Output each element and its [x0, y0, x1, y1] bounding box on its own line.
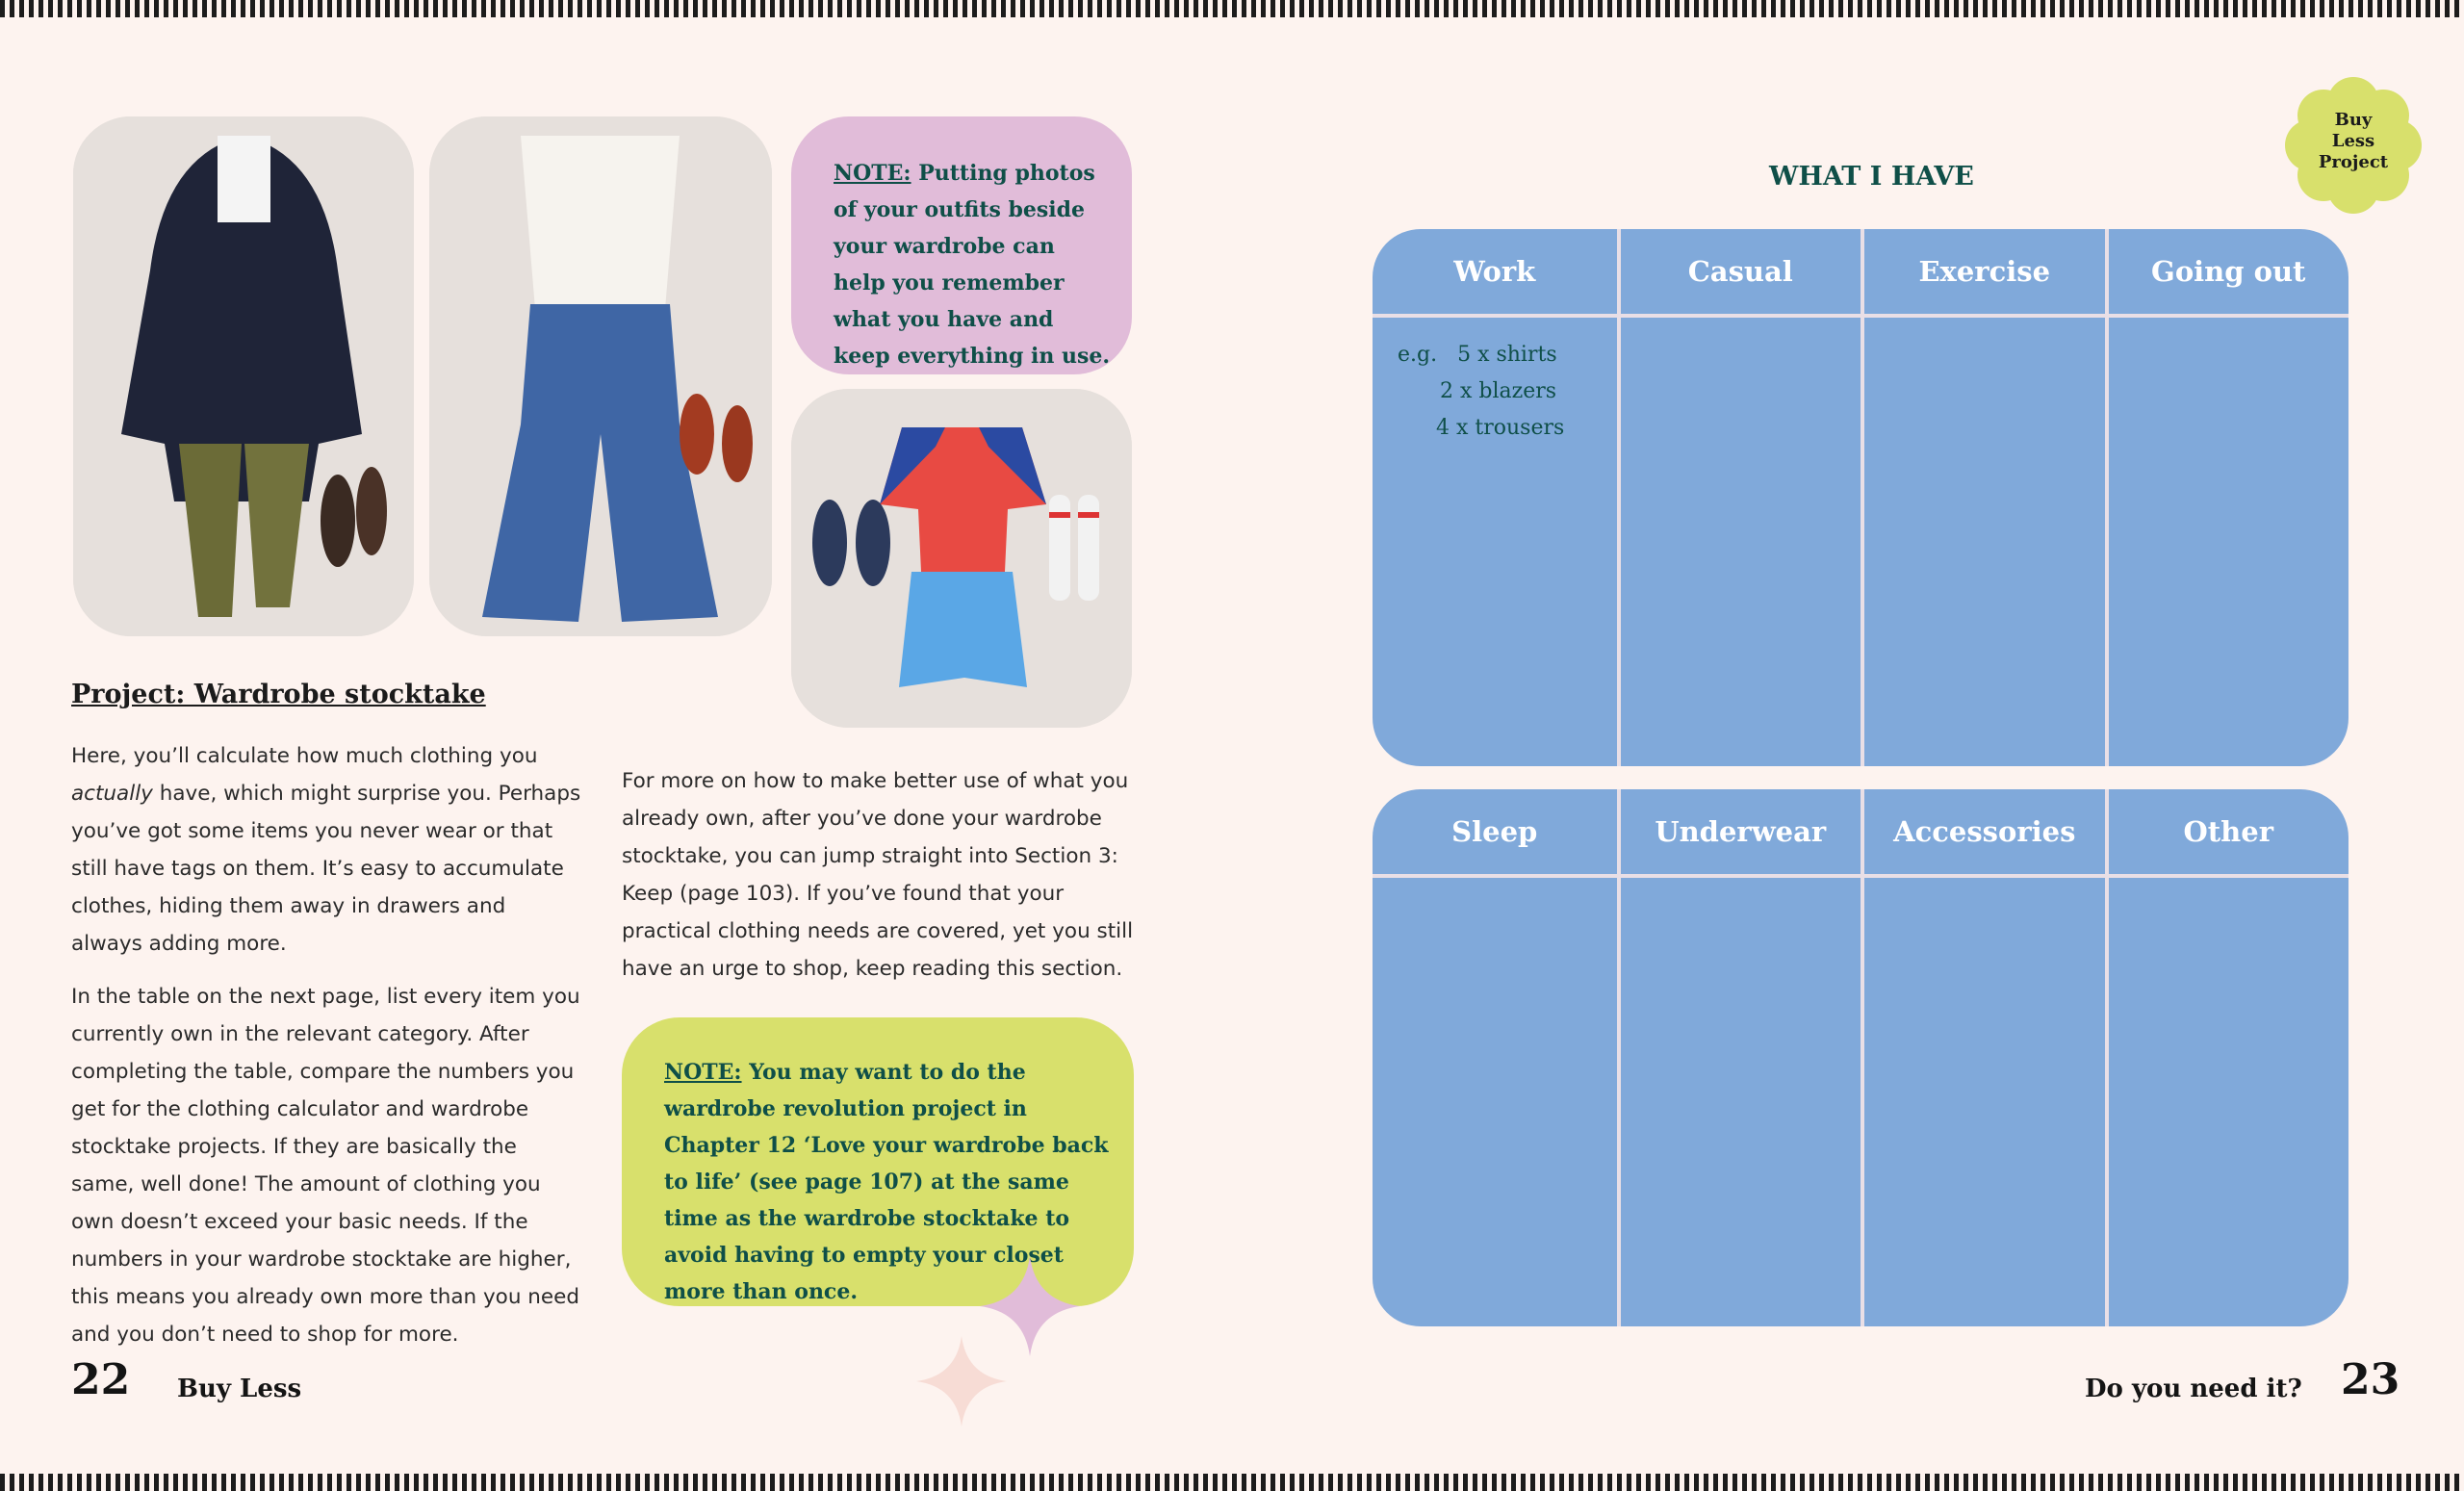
column-header-other: Other: [2105, 789, 2349, 878]
column-header-casual: Casual: [1617, 229, 1861, 318]
column-header-sleep: Sleep: [1373, 789, 1617, 878]
project-title: Project: Wardrobe stocktake: [71, 680, 486, 709]
underwear-cell[interactable]: [1617, 878, 1861, 1326]
going-out-cell[interactable]: [2105, 318, 2349, 766]
column-header-accessories: Accessories: [1861, 789, 2105, 878]
stocktake-table-2: [1373, 789, 2348, 1326]
column-header-going-out: Going out: [2105, 229, 2349, 318]
note-text: Putting photos of your outfits beside your wardrobe can help you remember what you have and keep everything in use.: [834, 161, 1111, 369]
badge-line-2: Less: [2331, 131, 2375, 151]
example-prefix: e.g.: [1398, 343, 1438, 367]
badge-line-3: Project: [2318, 152, 2389, 172]
body-column-2: [622, 762, 1142, 1003]
other-cell[interactable]: [2105, 878, 2349, 1326]
outfit-photo-sports: [791, 389, 1132, 728]
sparkle-peach-icon: [916, 1336, 1007, 1427]
running-title-right: Do you need it?: [2085, 1375, 2302, 1403]
bottom-border-stripe: [0, 1474, 2464, 1491]
note-photos-tip: [791, 116, 1132, 374]
outfit-photo-coat: [73, 116, 414, 636]
work-cell[interactable]: [1373, 318, 1617, 766]
outfit-photo-jeans: [429, 116, 772, 636]
accessories-cell[interactable]: [1861, 878, 2105, 1326]
page-number-right: 23: [2341, 1355, 2400, 1404]
column-header-underwear: Underwear: [1617, 789, 1861, 878]
paragraph-intro: Here, you’ll calculate how much clothing you actually have, which might surprise you. Perhaps you’ve got some items you never wear or that still have tags on them. It’s easy to accumulate clothes, hiding them away in drawers and always adding more.: [71, 744, 581, 956]
sleep-cell[interactable]: [1373, 878, 1617, 1326]
example-line-3: 4 x trousers: [1436, 416, 1565, 440]
top-border-stripe: [0, 0, 2464, 17]
page-number-left: 22: [71, 1355, 131, 1404]
stocktake-table-1: [1373, 229, 2348, 766]
body-column-1: [71, 737, 581, 1369]
column-header-work: Work: [1373, 229, 1617, 318]
casual-cell[interactable]: [1617, 318, 1861, 766]
paragraph-instructions: In the table on the next page, list every item you currently own in the relevant category. After completing the table, compare the numbers you get for the clothing calculator and wardrobe stocktake projects. If they are basically the same, well done! The amount of clothing you own doesn’t exceed your basic needs. If the numbers in your wardrobe stocktake are higher, this means you already own more than you need and you don’t need to shop for more.: [71, 985, 580, 1347]
what-i-have-heading: WHAT I HAVE: [1769, 162, 1974, 192]
exercise-cell[interactable]: [1861, 318, 2105, 766]
note-label: NOTE:: [834, 161, 911, 186]
note-label: NOTE:: [664, 1060, 742, 1085]
badge-line-1: Buy: [2334, 110, 2373, 130]
running-title-left: Buy Less: [177, 1375, 302, 1403]
column-header-exercise: Exercise: [1861, 229, 2105, 318]
buy-less-project-badge: [2285, 77, 2422, 214]
note-text: You may want to do the wardrobe revolution project in Chapter 12 ‘Love your wardrobe back to life’ (see page 107) at the same time as the wardrobe stocktake to avoid having to empty your closet more than once.: [664, 1060, 1109, 1304]
example-line-2: 2 x blazers: [1440, 379, 1557, 403]
example-line-1: 5 x shirts: [1457, 343, 1557, 367]
paragraph-more-info: For more on how to make better use of what you already own, after you’ve done your wardrobe stocktake, you can jump straight into Section 3: Keep (page 103). If you’ve found that your practical clothing needs are covered, yet you still have an urge to shop, keep reading this section.: [622, 769, 1134, 981]
